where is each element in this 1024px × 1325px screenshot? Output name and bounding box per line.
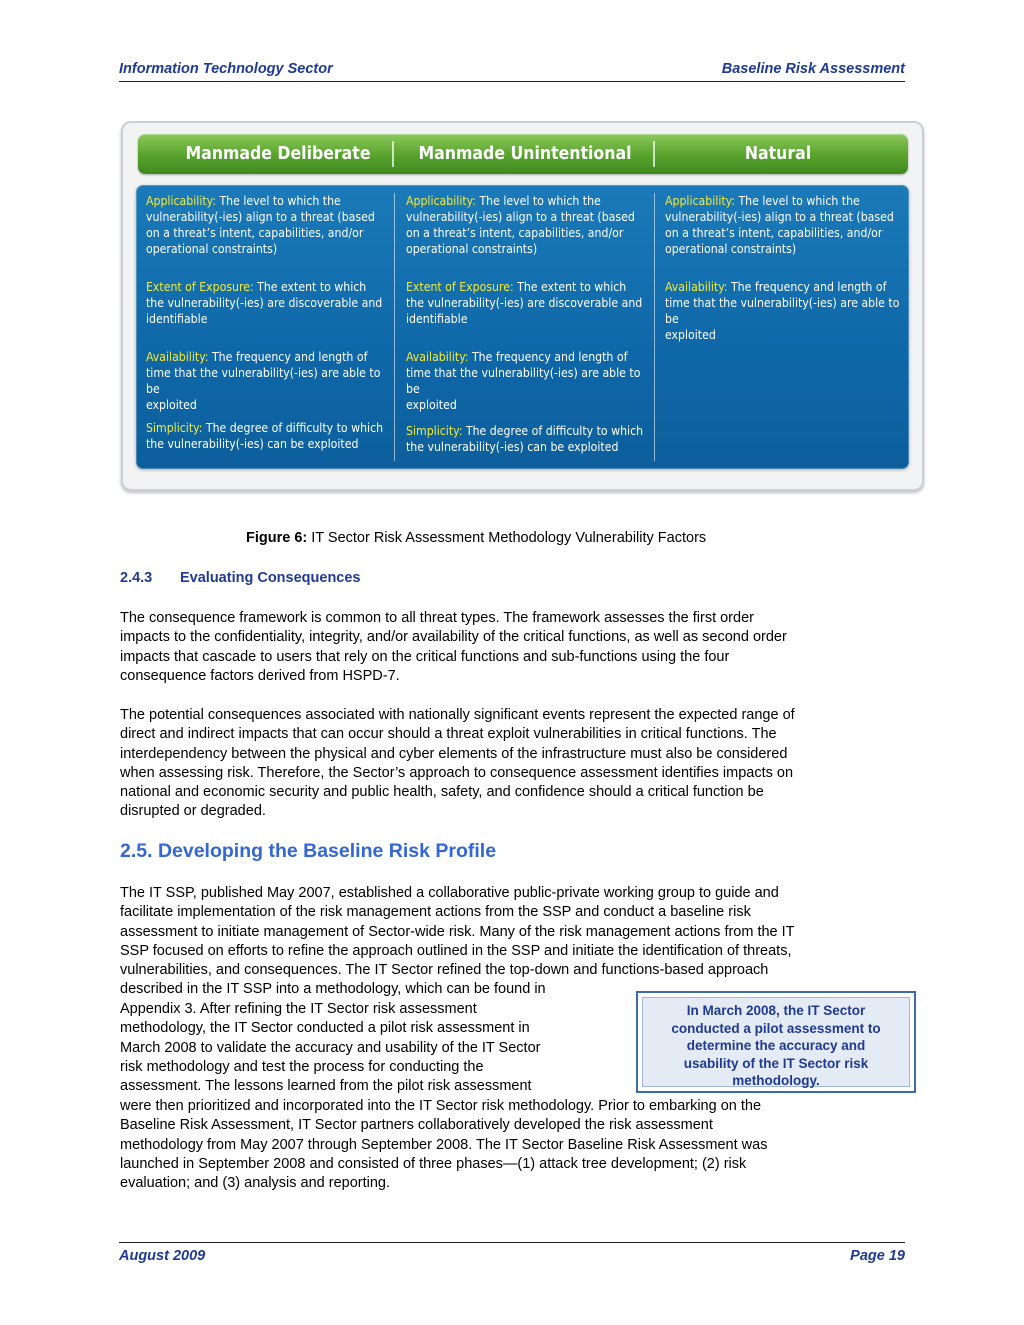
pull-quote-callout: In March 2008, the IT Sector conducted a pilot assessment to determine the accuracy and usability of the IT Sector risk methodology.: [636, 991, 916, 1093]
column-title-manmade-deliberate: Manmade Deliberate: [185, 144, 371, 164]
factors-panel: [136, 185, 909, 469]
header-right: Baseline Risk Assessment: [721, 61, 905, 77]
column-title-manmade-unintentional: Manmade Unintentional: [418, 144, 632, 164]
paragraph-it-ssp-continued: were then prioritized and incorporated into the IT Sector risk methodology. Prior to embarking on the Baseline Risk Assessment, IT Sector partners collaboratively developed the risk assessment methodology from May 2007 through September 2008. The IT Sector Baseline Risk Assessment was launched in September 2008 and consisted of three phases—(1) attack tree development; (2) risk evaluation; and (3) analysis and reporting.: [120, 1098, 768, 1192]
section-number: 2.4.3: [120, 570, 153, 586]
threat-type-header-bar: [138, 134, 908, 174]
header-separator: [392, 141, 394, 167]
column-separator: [654, 193, 655, 461]
page-header: [119, 61, 905, 82]
factor-availability: Availability: The frequency and length of time that the vulnerability(-ies) are able to be exploited: [406, 350, 641, 412]
factor-simplicity: Simplicity: The degree of difficulty to which the vulnerability(-ies) can be exploited: [146, 421, 384, 451]
factor-extent-of-exposure: Extent of Exposure: The extent to which the vulnerability(-ies) are discoverable and identifiable: [406, 280, 643, 326]
factor-applicability: Applicability: The level to which the vulnerability(-ies) align to a threat (based on a threat’s intent, capabilities, and/or operational constraints): [406, 194, 635, 256]
footer-date: August 2009: [119, 1248, 206, 1264]
factor-availability: Availability: The frequency and length of time that the vulnerability(-ies) are able to be exploited: [146, 350, 381, 412]
paragraph-potential-consequences: The potential consequences associated with nationally significant events represent the expected range of direct and indirect impacts that can occur should a threat exploit vulnerabilities in critical functions. The interdependency between the physical and cyber elements of the infrastructure must also be considered when assessing risk. Therefore, the Sector’s approach to consequence assessment identifies impacts on national and economic security and public health, safety, and confidence should a critical function be disrupted or degraded.: [120, 707, 795, 820]
factor-availability: Availability: The frequency and length of time that the vulnerability(-ies) are able to be exploited: [665, 280, 900, 342]
paragraph-it-ssp: The IT SSP, published May 2007, established a collaborative public-private working group to guide and facilitate implementation of the risk management actions from the SSP and conduct a baseline risk assessment to initiate management of Sector-wide risk. Many of the risk management actions from the IT SSP focused on efforts to refine the approach outlined in the SSP and initiate the identification of threats, vulnerabilities, and consequences. The IT Sector refined the top-down and functions-based approach described in the IT SSP into a methodology, which can be found in: [120, 885, 795, 998]
column-title-natural: Natural: [744, 144, 812, 164]
page-footer: [119, 1242, 905, 1265]
figure-caption: Figure 6: IT Sector Risk Assessment Methodology Vulnerability Factors: [246, 530, 707, 546]
paragraph-it-ssp-wrapped: Appendix 3. After refining the IT Sector risk assessment methodology, the IT Sector conducted a pilot risk assessment in March 2008 to validate the accuracy and usability of the IT Sector risk methodology and test the process for conducting the assessment. The lessons learned from the pilot risk assessment: [120, 1001, 541, 1095]
section-heading-2-5: 2.5. Developing the Baseline Risk Profile: [120, 840, 497, 862]
column-separator: [394, 193, 395, 461]
vulnerability-factors-figure: [121, 121, 924, 491]
header-left: Information Technology Sector: [119, 61, 333, 77]
factor-applicability: Applicability: The level to which the vulnerability(-ies) align to a threat (based on a threat’s intent, capabilities, and/or operational constraints): [146, 194, 375, 256]
factor-simplicity: Simplicity: The degree of difficulty to which the vulnerability(-ies) can be exploited: [406, 424, 644, 454]
page-number: Page 19: [850, 1248, 905, 1264]
factor-extent-of-exposure: Extent of Exposure: The extent to which the vulnerability(-ies) are discoverable and identifiable: [146, 280, 383, 326]
paragraph-consequence-framework: The consequence framework is common to all threat types. The framework assesses the first order impacts to the confidentiality, integrity, and/or availability of the critical functions, as well as second order impacts that cascade to users that rely on the critical functions and sub-functions using the four consequence factors derived from HSPD-7.: [120, 610, 787, 684]
header-separator: [653, 141, 655, 167]
factor-applicability: Applicability: The level to which the vulnerability(-ies) align to a threat (based on a threat’s intent, capabilities, and/or operational constraints): [665, 194, 894, 256]
section-title: Evaluating Consequences: [180, 570, 361, 586]
section-heading-2-4-3: [120, 570, 361, 586]
